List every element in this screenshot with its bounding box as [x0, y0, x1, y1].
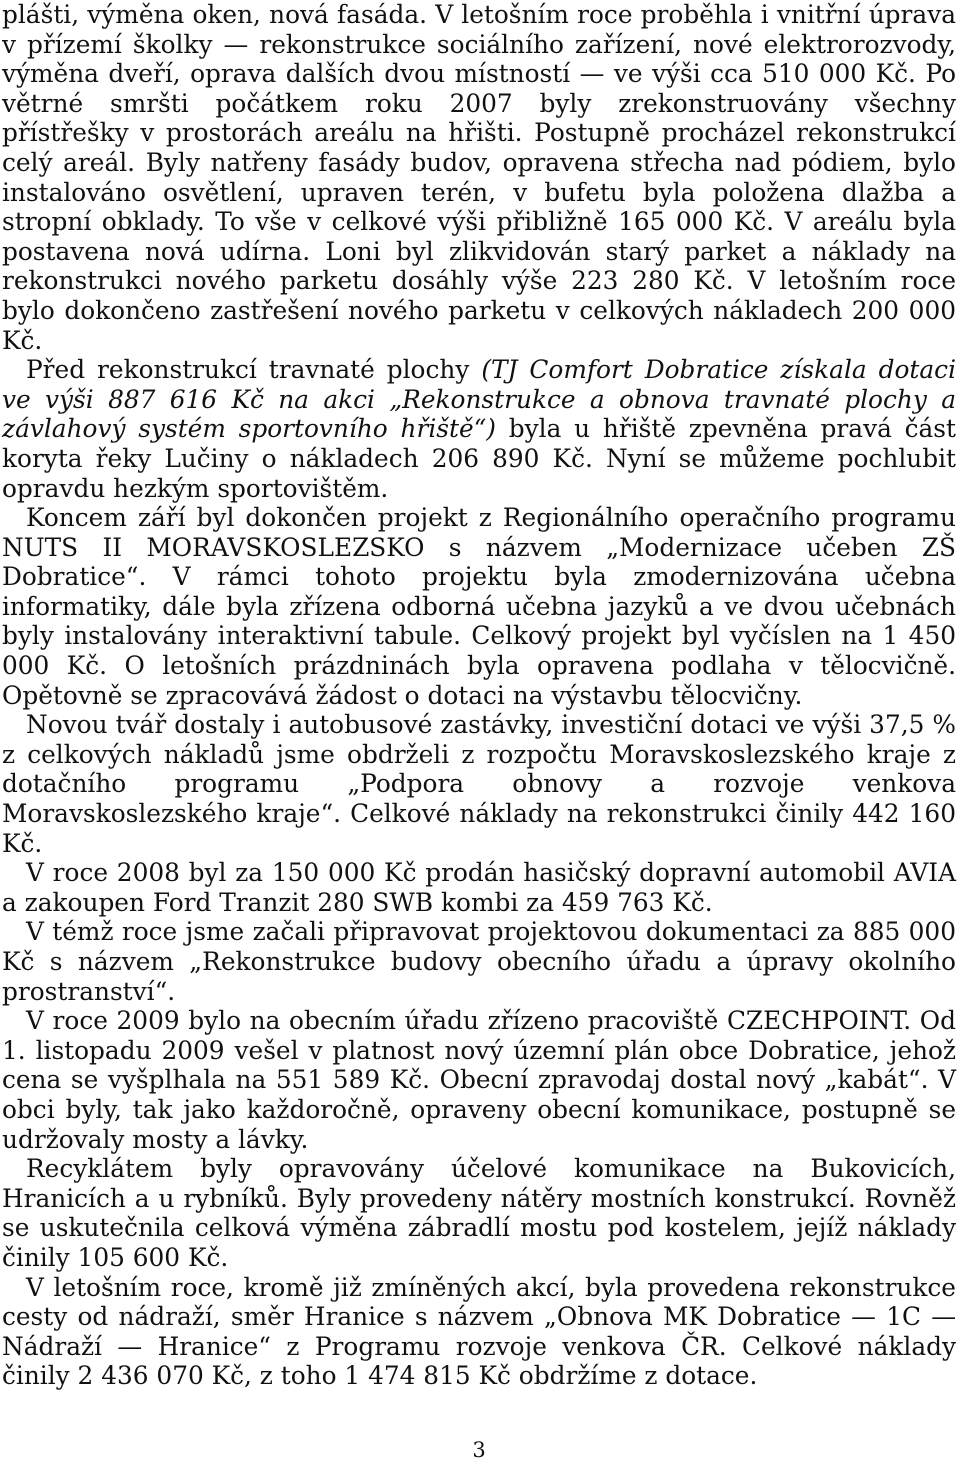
- paragraph-road-reconstruction: [2, 1273, 956, 1391]
- paragraph-text: V témž roce jsme začali připravovat projektovou dokumentaci za 885 000 Kč s názvem „Rekonstrukce budovy obecního úřadu a úpravy okolního prostranství“.: [2, 917, 956, 1006]
- page-number: 3: [472, 1438, 486, 1462]
- paragraph-classroom-project: [2, 503, 956, 710]
- paragraph-office-documentation: [2, 917, 956, 1006]
- paragraph-roads-bridges: [2, 1154, 956, 1272]
- paragraph-text: Koncem září byl dokončen projekt z Regionálního operačního programu NUTS II MORAVSKOSLEZSKO s názvem „Modernizace učeben ZŠ Dobratice“. V rámci tohoto projektu byla zmodernizována učebna informatiky, dále byla zřízena odborná učebna jazyků a ve dvou učebnách byly instalovány interaktivní tabule. Celkový projekt byl vyčíslen na 1 450 000 Kč. O letošních prázdninách byla opravena podlaha v tělocvičně. Opětovně se zpracovává žádost o dotaci na výstavbu tělocvičny.: [2, 503, 956, 710]
- paragraph-sports-field: [2, 355, 956, 503]
- paragraph-fire-vehicle: [2, 858, 956, 917]
- paragraph-bus-stops: [2, 710, 956, 858]
- article-body: [2, 0, 956, 1391]
- paragraph-text: Před rekonstrukcí travnaté plochy: [26, 355, 482, 385]
- paragraph-text: byla u hřiště zpevněna pravá část koryta řeky Lučiny o nákladech 206 890 Kč. Nyní se můžeme pochlubit opravdu hezkým sportovištěm.: [2, 414, 956, 503]
- paragraph-text: Recyklátem byly opravovány účelové komunikace na Bukovicích, Hranicích a u rybníků. Byly provedeny nátěry mostních konstrukcí. Rovněž se uskutečnila celková výměna zábradlí mostu pod kostelem, jejíž náklady činily 105 600 Kč.: [2, 1154, 956, 1272]
- paragraph-italic-note: (TJ Comfort Dobratice získala dotaci ve výši 887 616 Kč na akci „Rekonstrukce a obnova travnaté plochy a závlahový systém sportovního hřiště“): [2, 355, 957, 444]
- paragraph-text: Novou tvář dostaly i autobusové zastávky, investiční dotaci ve výši 37,5 % z celkových nákladů jsme obdrželi z rozpočtu Moravskoslezského kraje z dotačního programu „Podpora obnovy a rozvoje venkova Moravskoslezského kraje“. Celkové náklady na rekonstrukci činily 442 160 Kč.: [2, 710, 956, 858]
- paragraph-czechpoint: [2, 1006, 956, 1154]
- paragraph-text: V roce 2009 bylo na obecním úřadu zřízeno pracoviště CZECHPOINT. Od 1. listopadu 2009 vešel v platnost nový územní plán obce Dobratice, jehož cena se vyšplhala na 551 589 Kč. Obecní zpravodaj dostal nový „kabát“. V obci byly, tak jako každoročně, opraveny obecní komunikace, postupně se udržovaly mosty a lávky.: [2, 1006, 956, 1154]
- paragraph-school-renovation: [2, 0, 956, 355]
- document-page: [2, 0, 956, 1464]
- paragraph-text: V roce 2008 byl za 150 000 Kč prodán hasičský dopravní automobil AVIA a zakoupen Ford Tranzit 280 SWB kombi za 459 763 Kč.: [2, 858, 956, 917]
- paragraph-text: V letošním roce, kromě již zmíněných akcí, byla provedena rekonstrukce cesty od nádraží, směr Hranice s názvem „Obnova MK Dobratice — 1C — Nádraží — Hranice“ z Programu rozvoje venkova ČR. Celkové náklady činily 2 436 070 Kč, z toho 1 474 815 Kč obdržíme z dotace.: [2, 1272, 956, 1391]
- paragraph-text: plášti, výměna oken, nová fasáda. V letošním roce proběhla i vnitřní úprava v přízemí školky — rekonstrukce sociálního zařízení, nové elektrorozvody, výměna dveří, oprava dalších dvou místností — ve výši cca 510 000 Kč. Po větrné smršti počátkem roku 2007 byly zrekonstruovány všechny přístřešky v prostorách areálu na hřišti. Postupně procházel rekonstrukcí celý areál. Byly natřeny fasády budov, opravena střecha nad pódiem, bylo instalováno osvětlení, upraven terén, v bufetu byla položena dlažba a stropní obklady. To vše v celkové výši přibližně 165 000 Kč. V areálu byla postavena nová udírna. Loni byl zlikvidován starý parket a náklady na rekonstrukci nového parketu dosáhly výše 223 280 Kč. V letošním roce bylo dokončeno zastřešení nového parketu v celkových nákladech 200 000 Kč.: [2, 0, 956, 355]
